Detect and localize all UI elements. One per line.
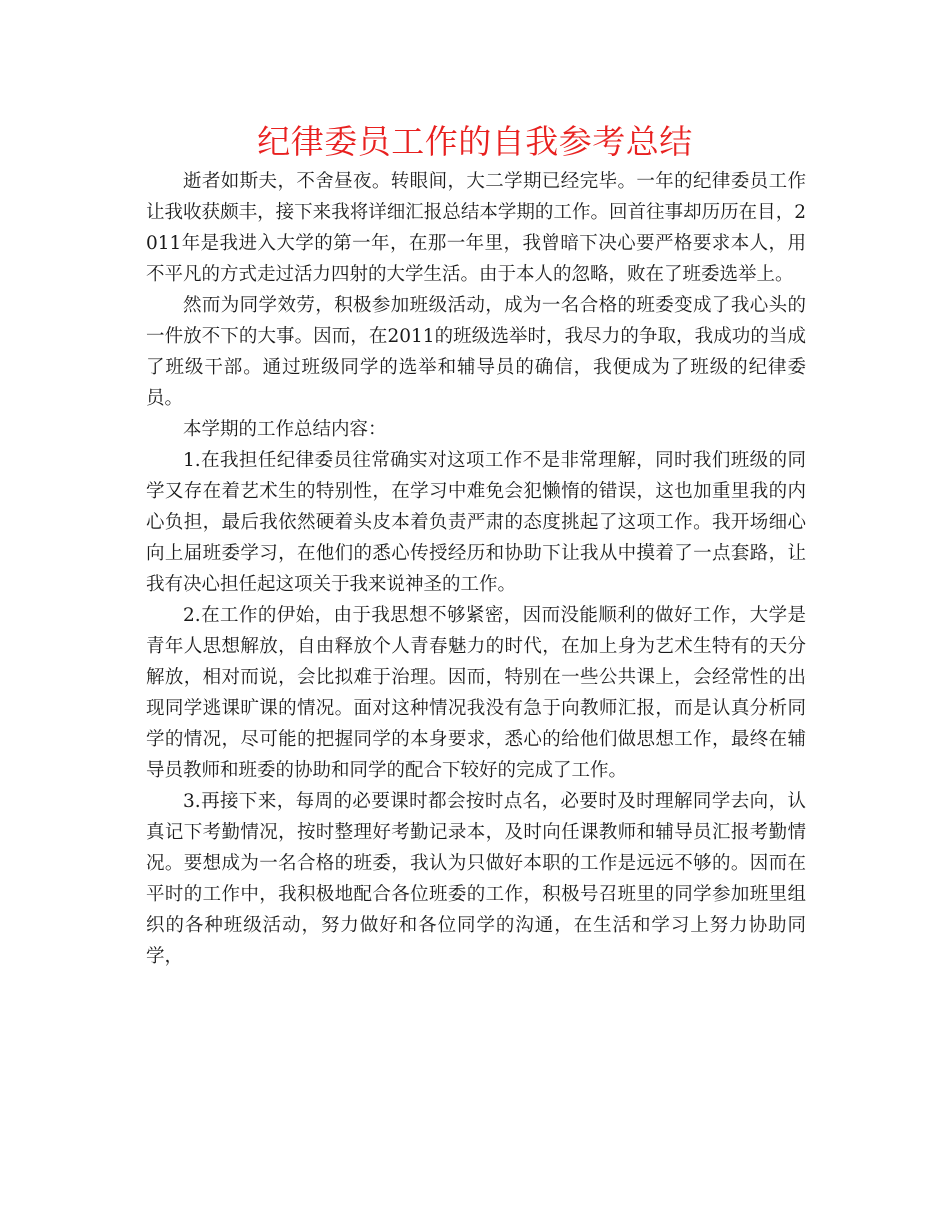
paragraph-intro: 逝者如斯夫，不舍昼夜。转眼间，大二学期已经完毕。一年的纪律委员工作让我收获颇丰，接下来我将详细汇报总结本学期的工作。回首往事却历历在目，2011年是我进入大学的第一年，在那一年里，我曾暗下决心要严格要求本人，用不平凡的方式走过活力四射的大学生活。由于本人的忽略，败在了班委选举上。: [146, 171, 806, 285]
document-title: 纪律委员工作的自我参考总结: [257, 122, 693, 161]
paragraph-item-3: 3.再接下来，每周的必要课时都会按时点名，必要时及时理解同学去向，认真记下考勤情况，按时整理好考勤记录本，及时向任课教师和辅导员汇报考勤情况。要想成为一名合格的班委，我认为只做好本职的工作是远远不够的。因而在平时的工作中，我积极地配合各位班委的工作，积极号召班里的同学参加班里组织的各种班级活动，努力做好和各位同学的沟通，在生活和学习上努力协助同学，: [146, 791, 806, 967]
document-body: [146, 166, 806, 972]
paragraph-item-1: 1.在我担任纪律委员往常确实对这项工作不是非常理解，同时我们班级的同学又存在着艺术生的特别性，在学习中难免会犯懒惰的错误，这也加重里我的内心负担，最后我依然硬着头皮本着负责严肃的态度挑起了这项工作。我开场细心向上届班委学习，在他们的悉心传授经历和协助下让我从中摸着了一点套路，让我有决心担任起这项关于我来说神圣的工作。: [146, 450, 806, 595]
paragraph-election: 然而为同学效劳，积极参加班级活动，成为一名合格的班委变成了我心头的一件放不下的大事。因而，在2011的班级选举时，我尽力的争取，我成功的当成了班级干部。通过班级同学的选举和辅导员的确信，我便成为了班级的纪律委员。: [146, 295, 806, 409]
paragraph-summary-heading: 本学期的工作总结内容：: [183, 419, 387, 440]
paragraph-item-2: 2.在工作的伊始，由于我思想不够紧密，因而没能顺利的做好工作，大学是青年人思想解放，自由释放个人青春魅力的时代，在加上身为艺术生特有的天分解放，相对而说，会比拟难于治理。因而，特别在一些公共课上，会经常性的出现同学逃课旷课的情况。面对这种情况我没有急于向教师汇报，而是认真分析同学的情况，尽可能的把握同学的本身要求，悉心的给他们做思想工作，最终在辅导员教师和班委的协助和同学的配合下较好的完成了工作。: [146, 605, 806, 781]
